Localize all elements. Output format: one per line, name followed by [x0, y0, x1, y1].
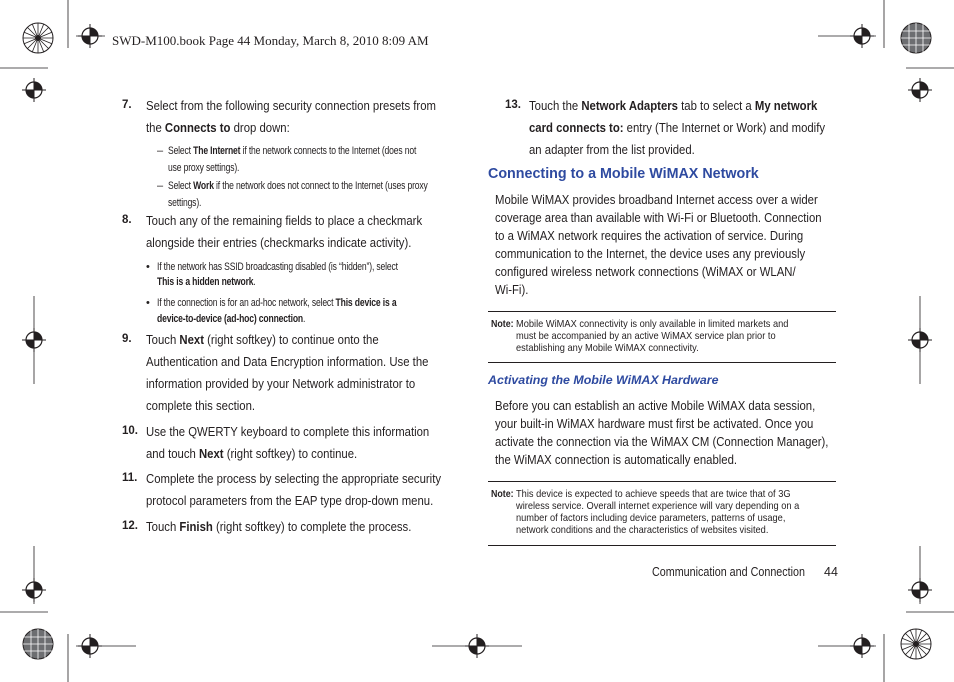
note-line: Mobile WiMAX connectivity is only available in limited markets and	[516, 319, 789, 330]
para-line: communication to the Internet, the device uses any previously	[495, 246, 806, 261]
note-line: This device is expected to achieve speeds that are twice that of 3G	[516, 489, 791, 500]
note-line: wireless service. Overall internet experience will vary depending on a	[516, 501, 800, 512]
step-number: 10.	[122, 425, 138, 437]
step-text: an adapter from the list provided.	[529, 142, 695, 157]
note-bottom-rule	[488, 362, 836, 363]
para-line: activate the connection via the WiMAX CM (Connection Manager),	[495, 434, 829, 449]
step-text: Touch the Network Adapters tab to select a My network	[529, 98, 818, 113]
para-line: Wi-Fi).	[495, 282, 529, 297]
bullet-text: This is a hidden network.	[157, 276, 256, 288]
step-text: and touch Next (right softkey) to continue.	[146, 446, 358, 461]
note-label: Note:	[491, 489, 514, 500]
note-bottom-rule	[488, 545, 836, 546]
sub-text: Select The Internet if the network connects to the Internet (does not	[168, 145, 417, 157]
dash: –	[157, 180, 163, 192]
note-top-rule	[488, 311, 836, 312]
para-line: the WiMAX connection is automatically enabled.	[495, 452, 738, 467]
page-slug: SWD-M100.book Page 44 Monday, March 8, 2010 8:09 AM	[112, 33, 429, 48]
step-text: Touch Next (right softkey) to continue onto the	[146, 332, 379, 347]
bullet-text: If the connection is for an ad-hoc network, select This device is a	[157, 297, 397, 309]
bullet-text: If the network has SSID broadcasting disabled (is “hidden”), select	[157, 261, 398, 273]
step-text: Touch any of the remaining fields to place a checkmark	[146, 213, 423, 228]
footer-section-title: Communication and Connection	[652, 565, 805, 579]
step-number: 13.	[505, 99, 521, 111]
step-text: information provided by your Network administrator to	[146, 376, 416, 391]
bullet: •	[146, 261, 150, 273]
step-number: 8.	[122, 214, 132, 226]
bullet-text: device-to-device (ad-hoc) connection.	[157, 313, 306, 325]
para-line: configured wireless network connections (WiMAX or WLAN/	[495, 264, 796, 279]
note-line: establishing any Mobile WiMAX connectivity.	[516, 343, 699, 354]
step-number: 9.	[122, 333, 132, 345]
note-line: number of factors including device parameters, patterns of usage,	[516, 513, 786, 524]
note-label: Note:	[491, 319, 514, 330]
note-top-rule	[488, 481, 836, 482]
sub-text: use proxy settings).	[168, 162, 240, 174]
note-line: must be accompanied by an active WiMAX service plan prior to	[516, 331, 776, 342]
step-text: Select from the following security connection presets from	[146, 98, 436, 113]
page-number: 44	[824, 565, 838, 579]
para-line: Mobile WiMAX provides broadband Internet access over a wider	[495, 192, 818, 207]
step-number: 11.	[122, 472, 138, 484]
step-number: 7.	[122, 99, 132, 111]
subsection-heading: Activating the Mobile WiMAX Hardware	[488, 373, 719, 387]
step-text: Use the QWERTY keyboard to complete this information	[146, 424, 430, 439]
step-text: Authentication and Data Encryption information. Use the	[146, 354, 429, 369]
para-line: Before you can establish an active Mobile WiMAX data session,	[495, 398, 816, 413]
step-text: Touch Finish (right softkey) to complete the process.	[146, 519, 412, 534]
dash: –	[157, 145, 163, 157]
section-heading: Connecting to a Mobile WiMAX Network	[488, 166, 759, 182]
step-text: alongside their entries (checkmarks indicate activity).	[146, 235, 412, 250]
step-number: 12.	[122, 520, 138, 532]
step-text: Complete the process by selecting the appropriate security	[146, 471, 442, 486]
note-line: network conditions and the characteristics of websites visited.	[516, 525, 769, 536]
para-line: to a WiMAX network requires the activation of service. During	[495, 228, 804, 243]
bullet: •	[146, 297, 150, 309]
sub-text: settings).	[168, 197, 202, 209]
step-text: the Connects to drop down:	[146, 120, 290, 135]
step-text: complete this section.	[146, 398, 256, 413]
para-line: coverage area than available with Wi-Fi or Bluetooth. Connection	[495, 210, 822, 225]
step-text: protocol parameters from the EAP type drop-down menu.	[146, 493, 434, 508]
para-line: your built-in WiMAX hardware must first be activated. Once you	[495, 416, 814, 431]
step-text: card connects to: entry (The Internet or Work) and modify	[529, 120, 826, 135]
sub-text: Select Work if the network does not connect to the Internet (uses proxy	[168, 180, 428, 192]
